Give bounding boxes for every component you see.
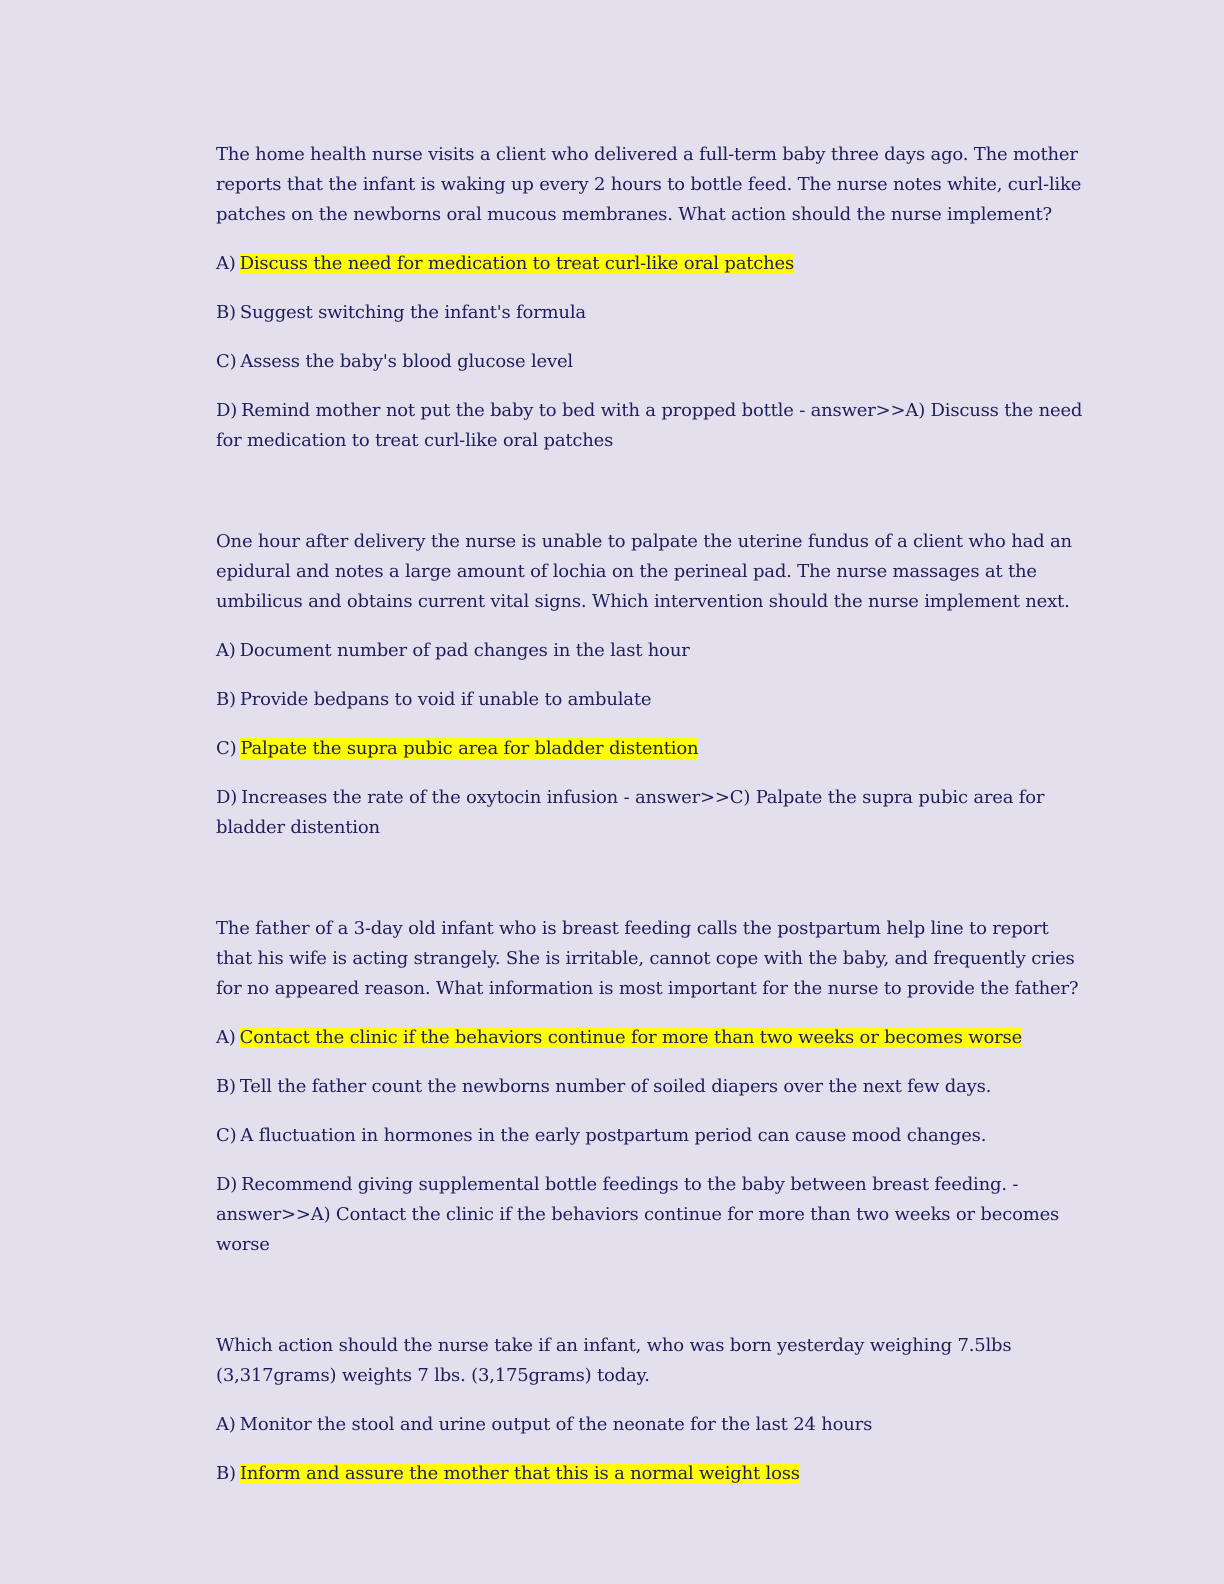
option-c	[216, 734, 1086, 764]
option-letter: D)	[216, 787, 238, 808]
spacer	[216, 475, 1086, 527]
option-letter: B)	[216, 1076, 236, 1097]
option-letter: A)	[216, 253, 236, 274]
option-text: Monitor the stool and urine output of the neonate for the last 24 hours	[239, 1414, 873, 1435]
option-d	[216, 783, 1086, 843]
option-text: A fluctuation in hormones in the early postpartum period can cause mood changes.	[240, 1125, 987, 1146]
option-letter: A)	[216, 1027, 236, 1048]
document-page	[216, 140, 1086, 1508]
option-letter: A)	[216, 1414, 236, 1435]
option-text-highlighted: Discuss the need for medication to treat curl-like oral patches	[239, 253, 795, 274]
option-text-highlighted: Contact the clinic if the behaviors continue for more than two weeks or becomes worse	[239, 1027, 1023, 1048]
option-text: Assess the baby's blood glucose level	[240, 351, 573, 372]
spacer	[216, 862, 1086, 914]
option-text: Increases the rate of the oxytocin infusion - answer>>C) Palpate the supra pubic area for bladder distention	[216, 787, 1045, 838]
spacer	[216, 1279, 1086, 1331]
question-text: The father of a 3-day old infant who is breast feeding calls the postpartum help line to report that his wife is acting strangely. She is irritable, cannot cope with the baby, and frequently cries for no appeared reason. What information is most important for the nurse to provide the father?	[216, 918, 1079, 999]
option-letter: B)	[216, 689, 236, 710]
option-text: Suggest switching the infant's formula	[239, 302, 586, 323]
option-letter: C)	[216, 1125, 237, 1146]
question-1	[216, 140, 1086, 456]
option-a	[216, 636, 1086, 666]
option-text: Document number of pad changes in the last hour	[239, 640, 690, 661]
option-a	[216, 1410, 1086, 1440]
question-3	[216, 914, 1086, 1260]
question-2	[216, 527, 1086, 843]
option-letter: D)	[216, 400, 238, 421]
option-text: Tell the father count the newborns number of soiled diapers over the next few days.	[239, 1076, 992, 1097]
option-c	[216, 1121, 1086, 1151]
option-letter: B)	[216, 302, 236, 323]
option-letter: C)	[216, 351, 237, 372]
option-b	[216, 1459, 1086, 1489]
option-b	[216, 298, 1086, 328]
option-b	[216, 1072, 1086, 1102]
option-letter: B)	[216, 1463, 236, 1484]
option-letter: A)	[216, 640, 236, 661]
option-text-highlighted: Inform and assure the mother that this is a normal weight loss	[239, 1463, 800, 1484]
option-text-highlighted: Palpate the supra pubic area for bladder distention	[240, 738, 699, 759]
question-text: The home health nurse visits a client who delivered a full-term baby three days ago. The mother reports that the infant is waking up every 2 hours to bottle feed. The nurse notes white, curl-like patches on the newborns oral mucous membranes. What action should the nurse implement?	[216, 144, 1082, 225]
question-4	[216, 1331, 1086, 1489]
option-b	[216, 685, 1086, 715]
option-d	[216, 1170, 1086, 1260]
option-c	[216, 347, 1086, 377]
option-letter: C)	[216, 738, 237, 759]
option-text: Provide bedpans to void if unable to ambulate	[239, 689, 652, 710]
option-d	[216, 396, 1086, 456]
question-text: One hour after delivery the nurse is unable to palpate the uterine fundus of a client who had an epidural and notes a large amount of lochia on the perineal pad. The nurse massages at the umbilicus and obtains current vital signs. Which intervention should the nurse implement next.	[216, 531, 1072, 612]
option-text: Remind mother not put the baby to bed with a propped bottle - answer>>A) Discuss the need for medication to treat curl-like oral patches	[216, 400, 1083, 451]
option-a	[216, 1023, 1086, 1053]
option-letter: D)	[216, 1174, 238, 1195]
option-a	[216, 249, 1086, 279]
question-text: Which action should the nurse take if an infant, who was born yesterday weighing 7.5lbs (3,317grams) weights 7 lbs. (3,175grams) today.	[216, 1335, 1012, 1386]
option-text: Recommend giving supplemental bottle feedings to the baby between breast feeding. - answer>>A) Contact the clinic if the behaviors continue for more than two weeks or becomes worse	[216, 1174, 1060, 1255]
